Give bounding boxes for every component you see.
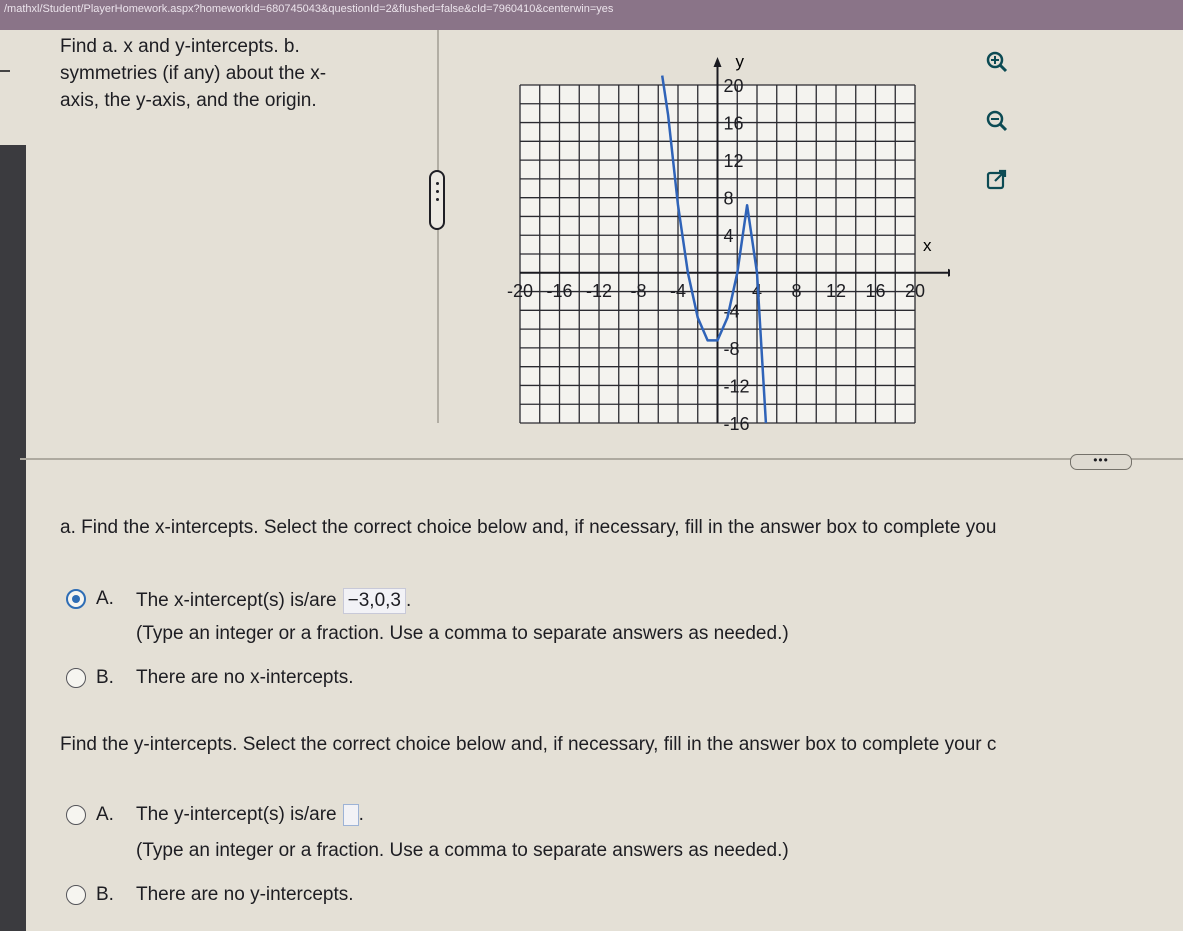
y-axis-arrow xyxy=(714,57,722,67)
x-tick-label: 16 xyxy=(865,280,886,301)
y-tick-label: 8 xyxy=(723,188,734,209)
x-tick-label: -8 xyxy=(630,280,647,301)
y-tick-label: 20 xyxy=(723,76,744,96)
y-intercept-prompt: Find the y-intercepts. Select the correct choice below and, if necessary, fill in the answer box to complete your c xyxy=(60,734,997,755)
y-answer-hint: (Type an integer or a fraction. Use a comma to separate answers as needed.) xyxy=(136,840,789,861)
x-answer-hint: (Type an integer or a fraction. Use a comma to separate answers as needed.) xyxy=(136,623,789,644)
url-bar: /mathxl/Student/PlayerHomework.aspx?homeworkId=680745043&questionId=2&flushed=false&cId=7960410&centerwin=yes xyxy=(0,0,1183,30)
choice-text: The y-intercept(s) is/are . xyxy=(136,804,364,826)
y-intercept-answer-box[interactable] xyxy=(343,804,359,826)
choice-letter: B. xyxy=(96,667,114,688)
x-tick-label: -16 xyxy=(546,280,573,301)
section-divider xyxy=(20,458,1183,460)
x-tick-label: 20 xyxy=(904,280,926,301)
zoom-out-button[interactable] xyxy=(980,104,1014,138)
x-tick-label: 4 xyxy=(751,280,763,301)
x-tick-label: -4 xyxy=(669,280,687,301)
x-tick-label: 12 xyxy=(825,280,847,301)
more-options-button[interactable]: ••• xyxy=(1070,454,1132,470)
y-tick-label: 4 xyxy=(723,226,734,247)
y-tick-label: 12 xyxy=(723,151,744,172)
y-tick-label: -8 xyxy=(723,338,740,359)
choice-letter: A. xyxy=(96,804,114,825)
popout-icon xyxy=(985,168,1009,192)
y-tick-label: 16 xyxy=(723,113,744,134)
choice-letter: B. xyxy=(96,884,114,905)
x-tick-label: 8 xyxy=(791,280,802,301)
zoom-in-button[interactable] xyxy=(980,45,1014,79)
choice-text: The x-intercept(s) is/are −3,0,3 . xyxy=(136,588,411,614)
y-choice-b-radio[interactable] xyxy=(66,885,86,905)
zoom-out-icon xyxy=(985,109,1009,133)
x-tick-label: -20 xyxy=(506,280,534,301)
question-text: Find a. x and y-intercepts. b. symmetries (if any) about the x-axis, the y-axis, and the origin. xyxy=(60,36,327,111)
x-choice-a-radio[interactable] xyxy=(66,589,86,609)
y-choice-a-radio[interactable] xyxy=(66,805,86,825)
x-axis-label: x xyxy=(923,235,932,255)
popout-button[interactable] xyxy=(980,163,1014,197)
choice-letter: A. xyxy=(96,588,114,609)
x-axis-arrow xyxy=(948,269,950,277)
y-tick-label: -12 xyxy=(723,376,750,397)
drag-handle[interactable] xyxy=(429,170,445,230)
x-tick-label: -12 xyxy=(585,280,613,301)
left-tick xyxy=(0,70,10,72)
x-intercept-answer-box[interactable]: −3,0,3 xyxy=(343,588,406,614)
x-intercept-prompt: a. Find the x-intercepts. Select the correct choice below and, if necessary, fill in the answer box to complete you xyxy=(60,517,997,538)
graph xyxy=(480,40,950,430)
y-tick-label: -16 xyxy=(723,414,750,430)
x-choice-b-radio[interactable] xyxy=(66,668,86,688)
choice-text: There are no x-intercepts. xyxy=(136,667,354,688)
choice-text: There are no y-intercepts. xyxy=(136,884,354,905)
zoom-in-icon xyxy=(985,50,1009,74)
y-axis-label: y xyxy=(735,52,744,71)
y-tick-label: -4 xyxy=(723,301,740,322)
left-sidebar xyxy=(0,145,26,931)
